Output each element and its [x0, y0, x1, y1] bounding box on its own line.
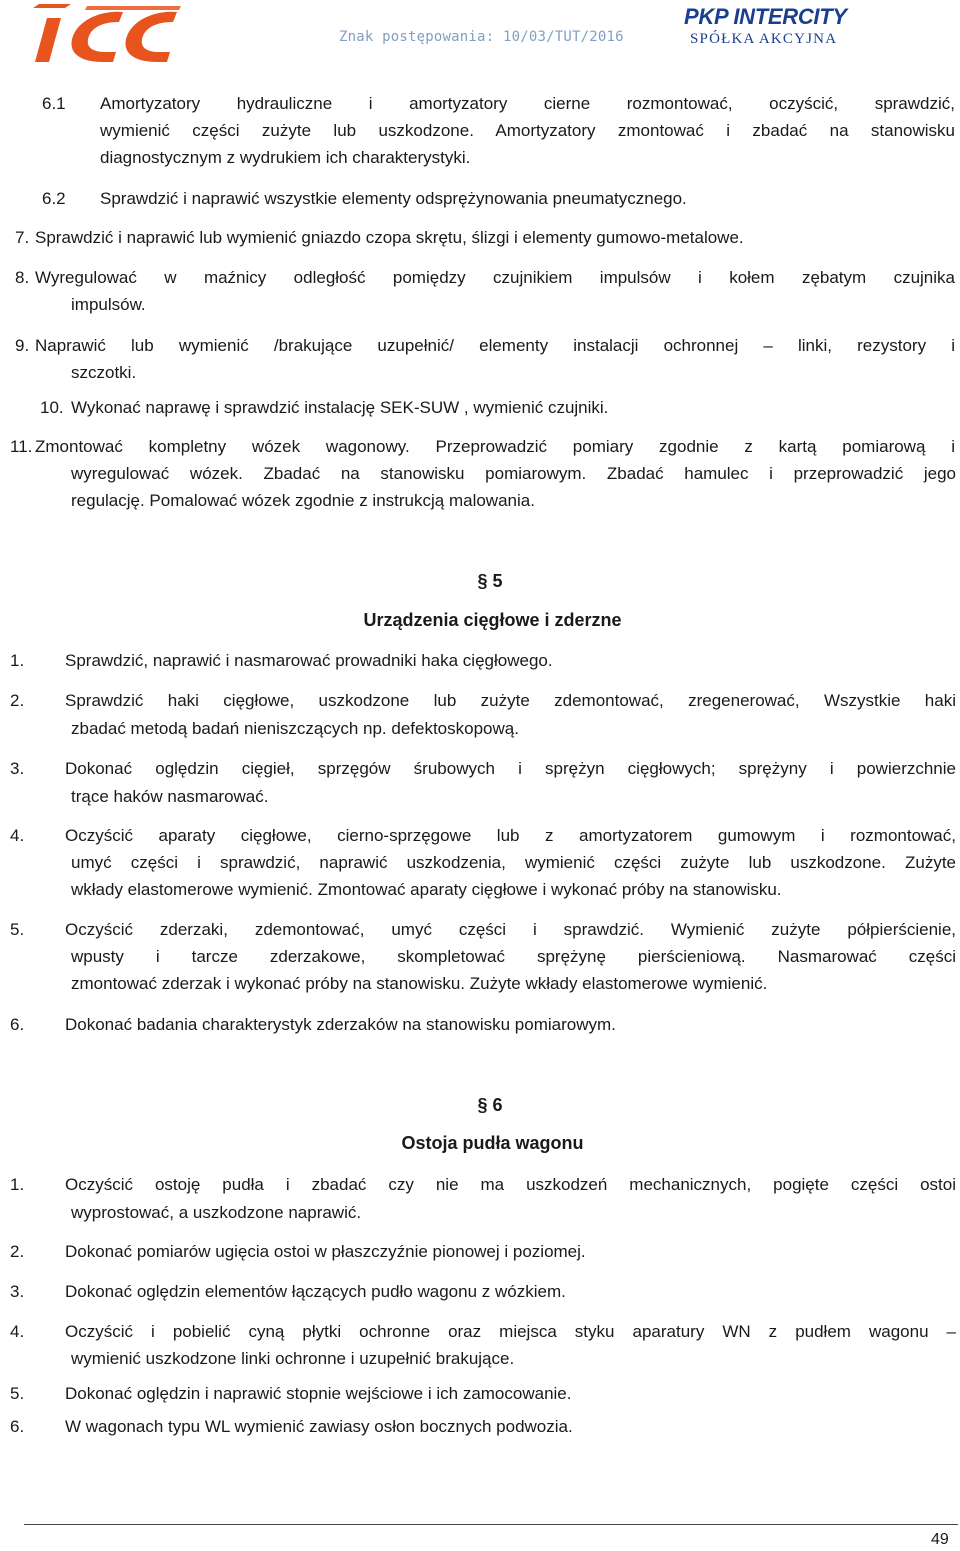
item-number: 8.: [15, 268, 30, 287]
item-line: Amortyzatory hydrauliczne i amortyzatory cierne rozmontować, oczyścić, sprawdzić,: [100, 94, 955, 113]
item-line: impulsów.: [71, 295, 146, 314]
item-number: 5.: [10, 920, 25, 939]
item-line: wyprostować, a uszkodzone naprawić.: [71, 1203, 362, 1222]
item-line: Wykonać naprawę i sprawdzić instalację SEK-SUW , wymienić czujniki.: [71, 398, 609, 417]
item-line: wymienić uszkodzone linki ochronne i uzupełnić brakujące.: [71, 1349, 515, 1368]
item-line: trące haków nasmarować.: [71, 787, 269, 806]
item-line: Dokonać badania charakterystyk zderzaków na stanowisku pomiarowym.: [65, 1015, 616, 1034]
item-line: Sprawdzić i naprawić wszystkie elementy odsprężynowania pneumatycznego.: [100, 189, 687, 208]
item-line: zbadać metodą badań nieniszczących np. defektoskopową.: [71, 719, 519, 738]
company-name: PKP INTERCITY: [684, 4, 847, 29]
item-line: Dokonać oględzin i naprawić stopnie wejściowe i ich zamocowanie.: [65, 1384, 572, 1403]
item-line: Sprawdzić i naprawić lub wymienić gniazdo czopa skrętu, ślizgi i elementy gumowo-metalowe.: [35, 228, 744, 247]
icc-logo: [27, 2, 187, 69]
section-number: § 5: [477, 571, 503, 591]
item-number: 1.: [10, 651, 25, 670]
item-number: 7.: [15, 228, 30, 247]
item-line: Oczyścić aparaty cięgłowe, cierno-sprzęgowe lub z amortyzatorem gumowym i rozmontować,: [65, 826, 956, 845]
item-line: Dokonać oględzin cięgieł, sprzęgów śrubowych i sprężyn cięgłowych; sprężyny i powierzchnie: [65, 759, 956, 778]
item-line: Zmontować kompletny wózek wagonowy. Przeprowadzić pomiary zgodnie z kartą pomiarową i: [35, 437, 955, 456]
item-line: Oczyścić i pobielić cyną płytki ochronne oraz miejsca styku aparatury WN z pudłem wagonu –: [65, 1322, 956, 1341]
item-line: Naprawić lub wymienić /brakujące uzupełnić/ elementy instalacji ochronnej – linki, rezystory i: [35, 336, 955, 355]
item-number: 4.: [10, 1322, 25, 1341]
section-title: Urządzenia cięgłowe i zderzne: [363, 610, 622, 630]
item-line: wyregulować wózek. Zbadać na stanowisku pomiarowym. Zbadać hamulec i przeprowadzić jego: [71, 464, 956, 483]
item-line: Sprawdzić, naprawić i nasmarować prowadniki haka cięgłowego.: [65, 651, 553, 670]
item-line: wymienić części zużyte lub uszkodzone. Amortyzatory zmontować i zbadać na stanowisku: [100, 121, 955, 140]
item-line: W wagonach typu WL wymienić zawiasy osłon bocznych podwozia.: [65, 1417, 573, 1436]
item-number: 3.: [10, 1282, 25, 1301]
item-number: 10.: [40, 398, 64, 417]
section-title: Ostoja pudła wagonu: [401, 1133, 584, 1153]
item-line: umyć części i sprawdzić, naprawić uszkodzenia, wymienić części zużyte lub uszkodzone. Zużyte: [71, 853, 956, 872]
item-line: Oczyścić ostoję pudła i zbadać czy nie ma uszkodzeń mechanicznych, pogięte części ostoi: [65, 1175, 956, 1194]
procurement-reference: Znak postępowania: 10/03/TUT/2016: [339, 29, 624, 45]
item-number: 6.1: [42, 94, 66, 113]
item-number: 4.: [10, 826, 25, 845]
company-type: SPÓŁKA AKCYJNA: [690, 31, 838, 47]
page-number: 49: [931, 1531, 949, 1548]
item-line: Oczyścić zderzaki, zdemontować, umyć części i sprawdzić. Wymienić zużyte półpierścienie,: [65, 920, 956, 939]
item-line: szczotki.: [71, 363, 137, 382]
item-number: 6.: [10, 1417, 25, 1436]
item-line: regulację. Pomalować wózek zgodnie z instrukcją malowania.: [71, 491, 535, 510]
item-line: zmontować zderzak i wykonać próby na stanowisku. Zużyte wkłady elastomerowe wymienić.: [71, 974, 768, 993]
item-number: 9.: [15, 336, 30, 355]
item-number: 6.: [10, 1015, 25, 1034]
item-number: 2.: [10, 1242, 25, 1261]
footer-divider: [24, 1524, 958, 1525]
item-number: 11.: [10, 437, 33, 456]
item-line: diagnostycznym z wydrukiem ich charakterystyki.: [100, 148, 471, 167]
item-number: 2.: [10, 691, 25, 710]
item-number: 6.2: [42, 189, 66, 208]
item-line: wpusty i tarcze zderzakowe, skompletować sprężynę pierścieniową. Nasmarować części: [71, 947, 956, 966]
item-line: wkłady elastomerowe wymienić. Zmontować aparaty cięgłowe i wykonać próby na stanowisku.: [71, 880, 782, 899]
item-line: Dokonać pomiarów ugięcia ostoi w płaszczyźnie pionowej i poziomej.: [65, 1242, 586, 1261]
item-number: 3.: [10, 759, 25, 778]
item-number: 5.: [10, 1384, 25, 1403]
item-line: Sprawdzić haki cięgłowe, uszkodzone lub zużyte zdemontować, zregenerować, Wszystkie haki: [65, 691, 956, 710]
item-line: Dokonać oględzin elementów łączących pudło wagonu z wózkiem.: [65, 1282, 566, 1301]
section-number: § 6: [477, 1095, 503, 1115]
item-line: Wyregulować w maźnicy odległość pomiędzy czujnikiem impulsów i kołem zębatym czujnika: [35, 268, 955, 287]
item-number: 1.: [10, 1175, 25, 1194]
